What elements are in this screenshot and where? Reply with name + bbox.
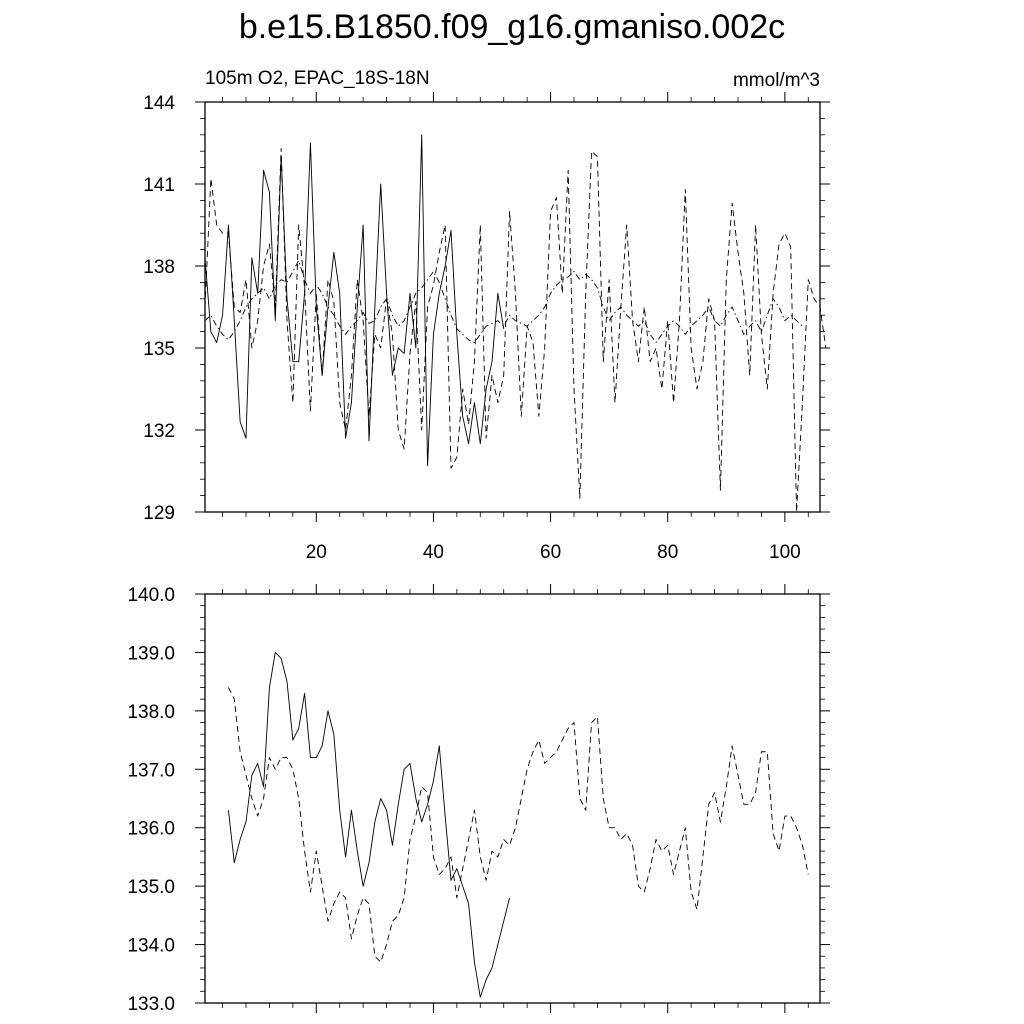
y-tick-label: 144	[143, 93, 175, 114]
x-tick-label: 100	[769, 542, 801, 563]
x-tick-label: 40	[422, 542, 444, 563]
left-subtitle: 105m O2, EPAC_18S-18N	[205, 68, 430, 89]
y-tick-label: 140.0	[127, 585, 175, 606]
y-tick-label: 134.0	[127, 935, 175, 957]
y-tick-label: 141	[143, 175, 175, 196]
y-tick-label: 133.0	[127, 994, 175, 1015]
plot-frame	[205, 594, 820, 1003]
series-line-dashed	[205, 148, 826, 512]
y-tick-label: 136.0	[127, 818, 175, 840]
series-line-solid	[205, 135, 504, 466]
units-label: mmol/m^3	[732, 70, 820, 91]
y-tick-label: 132	[143, 421, 175, 442]
x-tick-label: 80	[657, 542, 679, 563]
series-line-dashed	[228, 687, 808, 962]
y-tick-label: 138.0	[127, 701, 175, 723]
series-line-dash-dot	[205, 261, 802, 343]
y-tick-label: 139.0	[127, 643, 175, 665]
y-tick-label: 137.0	[127, 760, 175, 782]
y-tick-label: 138	[143, 257, 175, 278]
x-tick-label: 60	[540, 542, 562, 563]
y-tick-label: 135	[143, 339, 175, 360]
y-tick-label: 129	[143, 503, 175, 524]
x-tick-label: 20	[305, 542, 327, 563]
plot-frame	[205, 102, 820, 512]
bottom-panel	[127, 584, 830, 1015]
figure-title: b.e15.B1850.f09_g16.gmaniso.002c	[238, 8, 786, 46]
y-tick-label: 135.0	[127, 877, 175, 899]
series-line-solid	[228, 652, 509, 997]
top-panel	[143, 92, 830, 563]
